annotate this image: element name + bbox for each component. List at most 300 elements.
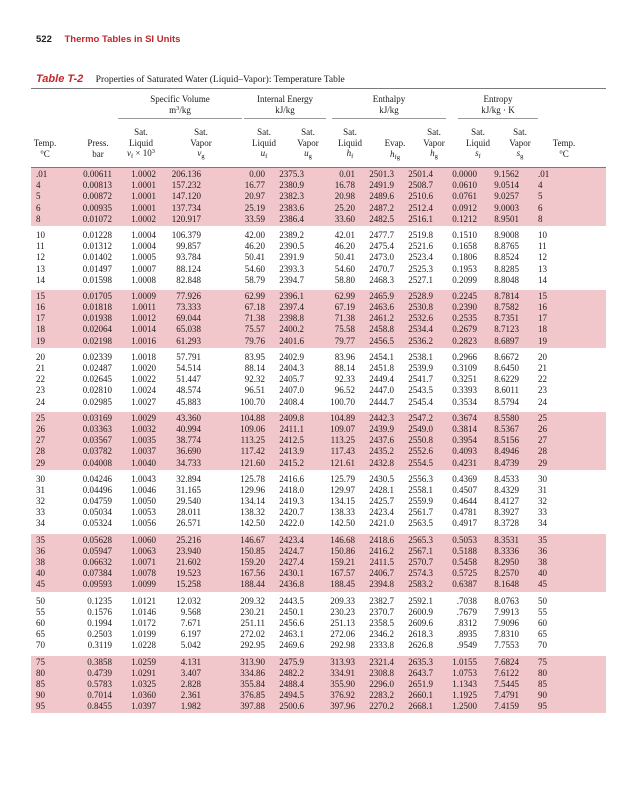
hf-cell: 104.89 xyxy=(330,412,355,423)
hfg-cell: 2370.7 xyxy=(369,606,394,617)
press-cell: 0.1576 xyxy=(87,606,112,617)
press-cell: 0.02064 xyxy=(82,324,112,335)
temp-cell: 36 xyxy=(36,545,45,556)
temp-right-cell: 75 xyxy=(538,656,547,667)
hg-cell: 2550.8 xyxy=(408,435,433,446)
sf-cell: 0.0610 xyxy=(452,180,477,191)
hg-cell: 2527.1 xyxy=(408,274,433,285)
uf-cell: 313.90 xyxy=(240,656,265,667)
sf-cell: 0.6387 xyxy=(452,579,477,590)
ug-cell: 2380.9 xyxy=(279,180,304,191)
vg-cell: 15.258 xyxy=(176,579,201,590)
vg-cell: 77.926 xyxy=(176,290,201,301)
hfg-cell: 2458.8 xyxy=(369,324,394,335)
table-row xyxy=(31,557,606,568)
press-cell: 0.3858 xyxy=(87,656,112,667)
vg-cell: 120.917 xyxy=(171,213,201,224)
vf-cell: 1.0009 xyxy=(131,290,156,301)
row-group xyxy=(31,472,606,531)
hf-cell: 42.01 xyxy=(334,229,355,240)
temp-right-cell: 90 xyxy=(538,690,547,701)
sg-cell: 8.8285 xyxy=(494,263,519,274)
hfg-cell: 2465.9 xyxy=(369,290,394,301)
hfg-cell: 2442.3 xyxy=(369,412,394,423)
uf-cell: 25.19 xyxy=(244,202,265,213)
hg-cell: 2525.3 xyxy=(408,263,433,274)
vg-cell: 51.447 xyxy=(176,374,201,385)
hg-cell: 2510.6 xyxy=(408,191,433,202)
hg-cell: 2561.7 xyxy=(408,507,433,518)
temp-cell: 70 xyxy=(36,640,45,651)
temp-right-cell: 40 xyxy=(538,568,547,579)
hfg-cell: 2270.2 xyxy=(369,701,394,712)
hf-cell: 83.96 xyxy=(334,351,355,362)
hfg-cell: 2416.2 xyxy=(369,545,394,556)
sf-cell: 0.5053 xyxy=(452,534,477,545)
table-row xyxy=(31,668,606,679)
hf-cell: 33.60 xyxy=(334,213,355,224)
sg-cell: 8.8765 xyxy=(494,241,519,252)
sg-cell: 9.0003 xyxy=(494,202,519,213)
press-cell: 0.01228 xyxy=(82,229,112,240)
ug-cell: 2416.6 xyxy=(279,473,304,484)
hg-cell: 2565.3 xyxy=(408,534,433,545)
sf-cell: 0.4781 xyxy=(452,507,477,518)
vf-cell: 1.0397 xyxy=(131,701,156,712)
ug-cell: 2404.3 xyxy=(279,363,304,373)
hf-column-header: Sat. Liquid $h_f$ xyxy=(338,127,362,160)
press-cell: 0.00813 xyxy=(82,180,112,191)
vg-cell: 4.131 xyxy=(180,656,201,667)
vf-cell: 1.0011 xyxy=(131,302,156,313)
temp-cell: 27 xyxy=(36,435,45,446)
enthalpy-heading: Enthalpy kJ/kg xyxy=(372,94,406,115)
temp-right-cell: 18 xyxy=(538,324,547,335)
sf-cell: 0.5725 xyxy=(452,568,477,579)
hg-cell: 2541.7 xyxy=(408,374,433,385)
uf-cell: 100.70 xyxy=(240,396,265,407)
uf-cell: 292.95 xyxy=(240,640,265,651)
vf-cell: 1.0029 xyxy=(131,412,156,423)
press-cell: 0.01312 xyxy=(82,241,112,252)
press-cell: 0.00935 xyxy=(82,202,112,213)
hf-cell: 230.23 xyxy=(330,606,355,617)
temp-right-cell: 30 xyxy=(538,473,547,484)
temp-right-cell: 8 xyxy=(538,213,543,224)
press-cell: 0.01072 xyxy=(82,213,112,224)
sg-cell: 8.6450 xyxy=(494,363,519,373)
sf-cell: .9549 xyxy=(456,640,477,651)
vg-cell: 69.044 xyxy=(176,313,201,324)
table-row xyxy=(31,607,606,618)
temp-right-cell: 20 xyxy=(538,351,547,362)
temp-cell: 23 xyxy=(36,385,45,396)
hg-cell: 2567.1 xyxy=(408,545,433,556)
hg-cell: 2626.8 xyxy=(408,640,433,651)
sg-column-header: Sat. Vapor $s_g$ xyxy=(509,127,531,160)
hf-cell: 25.20 xyxy=(334,202,355,213)
sf-column-header: Sat. Liquid $s_f$ xyxy=(466,127,490,160)
vf-cell: 1.0121 xyxy=(131,595,156,606)
table-row xyxy=(31,324,606,335)
hfg-cell: 2447.0 xyxy=(369,385,394,396)
press-cell: 0.01598 xyxy=(82,274,112,285)
ug-cell: 2397.4 xyxy=(279,302,304,313)
vf-column-header: Sat. Liquid $v_f \times 10^3$ xyxy=(127,127,155,160)
vf-cell: 1.0040 xyxy=(131,457,156,468)
vf-cell: 1.0291 xyxy=(131,667,156,678)
press-cell: 0.03782 xyxy=(82,446,112,457)
table-row xyxy=(31,496,606,507)
sg-cell: 7.6122 xyxy=(494,667,519,678)
press-cell: 0.02487 xyxy=(82,363,112,373)
hfg-cell: 2283.2 xyxy=(369,690,394,701)
hfg-cell: 2333.8 xyxy=(369,640,394,651)
temp-right-cell: 6 xyxy=(538,202,543,213)
vf-cell: 1.0071 xyxy=(131,557,156,567)
hf-cell: 397.96 xyxy=(330,701,355,712)
sf-cell: 1.0753 xyxy=(452,667,477,678)
temp-right-cell: 23 xyxy=(538,385,547,396)
ug-cell: 2413.9 xyxy=(279,446,304,457)
hfg-cell: 2321.4 xyxy=(369,656,394,667)
vf-cell: 1.0078 xyxy=(131,568,156,579)
sf-cell: 0.1212 xyxy=(452,213,477,224)
sf-cell: 0.2535 xyxy=(452,313,477,324)
ug-cell: 2450.1 xyxy=(279,606,304,617)
temp-cell: 38 xyxy=(36,557,45,567)
hf-cell: 62.99 xyxy=(334,290,355,301)
hfg-cell: 2382.7 xyxy=(369,595,394,606)
hfg-cell: 2473.0 xyxy=(369,252,394,263)
vg-column-header: Sat. Vapor $v_g$ xyxy=(190,127,212,160)
uf-column-header: Sat. Liquid $u_f$ xyxy=(252,127,276,160)
sf-cell: .8312 xyxy=(456,617,477,628)
sg-cell: 8.9501 xyxy=(494,213,519,224)
hg-cell: 2618.3 xyxy=(408,629,433,640)
sf-cell: 1.1343 xyxy=(452,678,477,689)
table-row xyxy=(31,302,606,313)
hfg-cell: 2308.8 xyxy=(369,667,394,678)
hg-cell: 2592.1 xyxy=(408,595,433,606)
hg-cell: 2501.4 xyxy=(408,169,433,179)
sg-cell: 8.2950 xyxy=(494,557,519,567)
uf-cell: 33.59 xyxy=(244,213,265,224)
vg-cell: 65.038 xyxy=(176,324,201,335)
vf-cell: 1.0005 xyxy=(131,252,156,263)
press-cell: 0.5783 xyxy=(87,678,112,689)
uf-cell: 92.32 xyxy=(244,374,265,385)
hf-cell: 313.93 xyxy=(330,656,355,667)
sg-cell: 7.6824 xyxy=(494,656,519,667)
sg-cell: 8.4533 xyxy=(494,473,519,484)
hg-cell: 2523.4 xyxy=(408,252,433,263)
ug-cell: 2391.9 xyxy=(279,252,304,263)
temp-right-cell: 28 xyxy=(538,446,547,457)
press-cell: 0.2503 xyxy=(87,629,112,640)
temp-right-cell: 31 xyxy=(538,484,547,495)
sf-cell: 0.2679 xyxy=(452,324,477,335)
temp-cell: 28 xyxy=(36,446,45,457)
ug-cell: 2382.3 xyxy=(279,191,304,202)
vf-cell: 1.0002 xyxy=(131,213,156,224)
sf-cell: 0.3674 xyxy=(452,412,477,423)
sg-cell: 9.0257 xyxy=(494,191,519,202)
vg-cell: 12.032 xyxy=(176,595,201,606)
uf-cell: 71.38 xyxy=(244,313,265,324)
uf-cell: 50.41 xyxy=(244,252,265,263)
temp-cell: 15 xyxy=(36,290,45,301)
vg-cell: 26.571 xyxy=(176,518,201,529)
hfg-cell: 2296.0 xyxy=(369,678,394,689)
press-cell: 0.09593 xyxy=(82,579,112,590)
table-row xyxy=(31,336,606,347)
uf-cell: 125.78 xyxy=(240,473,265,484)
press-cell: 0.02645 xyxy=(82,374,112,385)
ug-cell: 2398.8 xyxy=(279,313,304,324)
vg-cell: 137.734 xyxy=(171,202,201,213)
ug-cell: 2427.4 xyxy=(279,557,304,567)
uf-cell: 272.02 xyxy=(240,629,265,640)
vg-cell: 38.774 xyxy=(176,435,201,446)
hf-cell: 134.15 xyxy=(330,496,355,507)
temp-cell: 26 xyxy=(36,423,45,434)
table-row xyxy=(31,385,606,396)
vf-cell: 1.0060 xyxy=(131,534,156,545)
sf-cell: 0.4231 xyxy=(452,457,477,468)
vf-cell: 1.0056 xyxy=(131,518,156,529)
sg-cell: 7.5445 xyxy=(494,678,519,689)
press-cell: 0.02985 xyxy=(82,396,112,407)
table-row xyxy=(31,679,606,690)
table-body xyxy=(31,168,606,715)
hg-cell: 2547.2 xyxy=(408,412,433,423)
hg-cell: 2545.4 xyxy=(408,396,433,407)
sg-cell: 7.9096 xyxy=(494,617,519,628)
press-cell: 0.02198 xyxy=(82,335,112,346)
hg-cell: 2521.6 xyxy=(408,241,433,252)
vg-cell: 3.407 xyxy=(180,667,201,678)
press-cell: 0.00872 xyxy=(82,191,112,202)
press-cell: 0.03567 xyxy=(82,435,112,446)
temp-cell: 50 xyxy=(36,595,45,606)
vg-cell: 99.857 xyxy=(176,241,201,252)
hg-column-header: Sat. Vapor $h_g$ xyxy=(423,127,445,160)
temp-cell: 4 xyxy=(36,180,41,191)
hfg-cell: 2449.4 xyxy=(369,374,394,385)
table-row xyxy=(31,507,606,518)
temp-cell: 85 xyxy=(36,678,45,689)
sg-cell: 8.3336 xyxy=(494,545,519,556)
hfg-cell: 2411.5 xyxy=(369,557,394,567)
running-title: Thermo Tables in SI Units xyxy=(64,34,181,45)
vf-cell: 1.0032 xyxy=(131,423,156,434)
press-cell: 0.04759 xyxy=(82,496,112,507)
vg-cell: 157.232 xyxy=(171,180,201,191)
temp-cell: 90 xyxy=(36,690,45,701)
hf-cell: 79.77 xyxy=(334,335,355,346)
uf-cell: 0.00 xyxy=(249,169,265,179)
hf-cell: 292.98 xyxy=(330,640,355,651)
hg-cell: 2519.8 xyxy=(408,229,433,240)
sf-cell: .7038 xyxy=(456,595,477,606)
hg-cell: 2534.4 xyxy=(408,324,433,335)
uf-cell: 42.00 xyxy=(244,229,265,240)
temp-right-cell: 29 xyxy=(538,457,547,468)
sg-cell: 8.6011 xyxy=(494,385,519,396)
temp-cell: 75 xyxy=(36,656,45,667)
entropy-heading: Entropy kJ/kg · K xyxy=(481,94,515,115)
sg-cell: 8.4329 xyxy=(494,484,519,495)
temp-cell: 40 xyxy=(36,568,45,579)
vf-cell: 1.0024 xyxy=(131,385,156,396)
press-cell: 0.4739 xyxy=(87,667,112,678)
ug-cell: 2475.9 xyxy=(279,656,304,667)
press-cell: 0.01497 xyxy=(82,263,112,274)
hfg-cell: 2501.3 xyxy=(369,169,394,179)
sf-cell: 0.3814 xyxy=(452,423,477,434)
temp-right-cell: 85 xyxy=(538,678,547,689)
uf-cell: 397.88 xyxy=(240,701,265,712)
vf-cell: 1.0228 xyxy=(131,640,156,651)
vg-cell: 34.733 xyxy=(176,457,201,468)
temp-right-cell: 70 xyxy=(538,640,547,651)
hfg-cell: 2454.1 xyxy=(369,351,394,362)
hg-cell: 2668.1 xyxy=(408,701,433,712)
hfg-cell: 2418.6 xyxy=(369,534,394,545)
hg-cell: 2635.3 xyxy=(408,656,433,667)
ug-cell: 2500.6 xyxy=(279,701,304,712)
press-cell: 0.1235 xyxy=(87,595,112,606)
hg-cell: 2532.6 xyxy=(408,313,433,324)
temp-cell: 13 xyxy=(36,263,45,274)
sf-cell: 0.4507 xyxy=(452,484,477,495)
ug-cell: 2390.5 xyxy=(279,241,304,252)
temp-cell: 25 xyxy=(36,412,45,423)
vg-cell: 73.333 xyxy=(176,302,201,313)
temp-cell: 12 xyxy=(36,252,45,263)
hfg-cell: 2423.4 xyxy=(369,507,394,518)
hg-cell: 2543.5 xyxy=(408,385,433,396)
hf-cell: 355.90 xyxy=(330,678,355,689)
ug-cell: 2402.9 xyxy=(279,351,304,362)
press-cell: 0.04008 xyxy=(82,457,112,468)
uf-cell: 142.50 xyxy=(240,518,265,529)
hg-cell: 2660.1 xyxy=(408,690,433,701)
uf-cell: 117.42 xyxy=(240,446,265,457)
table-row xyxy=(31,629,606,640)
sg-cell: 7.8310 xyxy=(494,629,519,640)
press-cell: 0.05947 xyxy=(82,545,112,556)
press-cell: 0.3119 xyxy=(87,640,112,651)
temp-right-cell: 50 xyxy=(538,595,547,606)
press-cell: 0.01705 xyxy=(82,290,112,301)
temp-cell: 60 xyxy=(36,617,45,628)
hg-cell: 2530.8 xyxy=(408,302,433,313)
ug-cell: 2396.1 xyxy=(279,290,304,301)
uf-cell: 104.88 xyxy=(240,412,265,423)
vg-cell: 82.848 xyxy=(176,274,201,285)
hf-cell: 50.41 xyxy=(334,252,355,263)
table-row xyxy=(31,291,606,302)
sg-cell: 7.9913 xyxy=(494,606,519,617)
temp-right-cell: 13 xyxy=(538,263,547,274)
table-row xyxy=(31,424,606,435)
sf-cell: 1.0155 xyxy=(452,656,477,667)
hf-cell: 92.33 xyxy=(334,374,355,385)
sf-cell: 0.1510 xyxy=(452,229,477,240)
sg-cell: 8.2570 xyxy=(494,568,519,579)
vg-cell: 36.690 xyxy=(176,446,201,457)
hfg-cell: 2489.6 xyxy=(369,191,394,202)
temp-cell: 14 xyxy=(36,274,45,285)
temp-cell: .01 xyxy=(36,169,48,179)
uf-cell: 230.21 xyxy=(240,606,265,617)
hf-cell: 46.20 xyxy=(334,241,355,252)
temp-cell: 8 xyxy=(36,213,41,224)
temp-right-cell: 33 xyxy=(538,507,547,518)
temp-cell: 65 xyxy=(36,629,45,640)
sg-cell: 8.7123 xyxy=(494,324,519,335)
sg-cell: 8.3927 xyxy=(494,507,519,518)
temp-right-cell: 45 xyxy=(538,579,547,590)
vf-cell: 1.0016 xyxy=(131,335,156,346)
hg-cell: 2512.4 xyxy=(408,202,433,213)
internal-energy-heading: Internal Energy kJ/kg xyxy=(256,94,314,115)
hf-cell: 121.61 xyxy=(330,457,355,468)
hf-cell: 71.38 xyxy=(334,313,355,324)
column-header xyxy=(0,0,638,170)
uf-cell: 54.60 xyxy=(244,263,265,274)
temp-cell: 35 xyxy=(36,534,45,545)
table-row xyxy=(31,568,606,579)
temp-right-cell: .01 xyxy=(538,169,550,179)
hfg-cell: 2439.9 xyxy=(369,423,394,434)
temp-right-cell: 27 xyxy=(538,435,547,446)
uf-cell: 79.76 xyxy=(244,335,265,346)
press-cell: 0.05628 xyxy=(82,534,112,545)
uf-cell: 88.14 xyxy=(244,363,265,373)
temp-right-cell: 14 xyxy=(538,274,547,285)
temp-right-cell: 12 xyxy=(538,252,547,263)
row-group xyxy=(31,289,606,348)
vg-cell: 88.124 xyxy=(176,263,201,274)
temp-cell: 22 xyxy=(36,374,45,385)
hg-cell: 2549.0 xyxy=(408,423,433,434)
vf-cell: 1.0259 xyxy=(131,656,156,667)
uf-cell: 188.44 xyxy=(240,579,265,590)
temp-cell: 34 xyxy=(36,518,45,529)
hg-cell: 2552.6 xyxy=(408,446,433,457)
hf-cell: 100.70 xyxy=(330,396,355,407)
hf-cell: 209.33 xyxy=(330,595,355,606)
page-number: 522 xyxy=(36,34,52,45)
ug-cell: 2394.7 xyxy=(279,274,304,285)
ug-cell: 2415.2 xyxy=(279,457,304,468)
press-column-header: Press. bar xyxy=(87,138,109,159)
hg-cell: 2563.5 xyxy=(408,518,433,529)
table-row xyxy=(31,657,606,668)
row-group xyxy=(31,533,606,592)
ug-column-header: Sat. Vapor $u_g$ xyxy=(297,127,319,160)
hfg-cell: 2451.8 xyxy=(369,363,394,373)
vf-cell: 1.0001 xyxy=(131,191,156,202)
sg-cell: 8.5156 xyxy=(494,435,519,446)
row-group xyxy=(31,594,606,653)
table-row xyxy=(31,413,606,424)
hfg-cell: 2430.5 xyxy=(369,473,394,484)
ug-cell: 2401.6 xyxy=(279,335,304,346)
